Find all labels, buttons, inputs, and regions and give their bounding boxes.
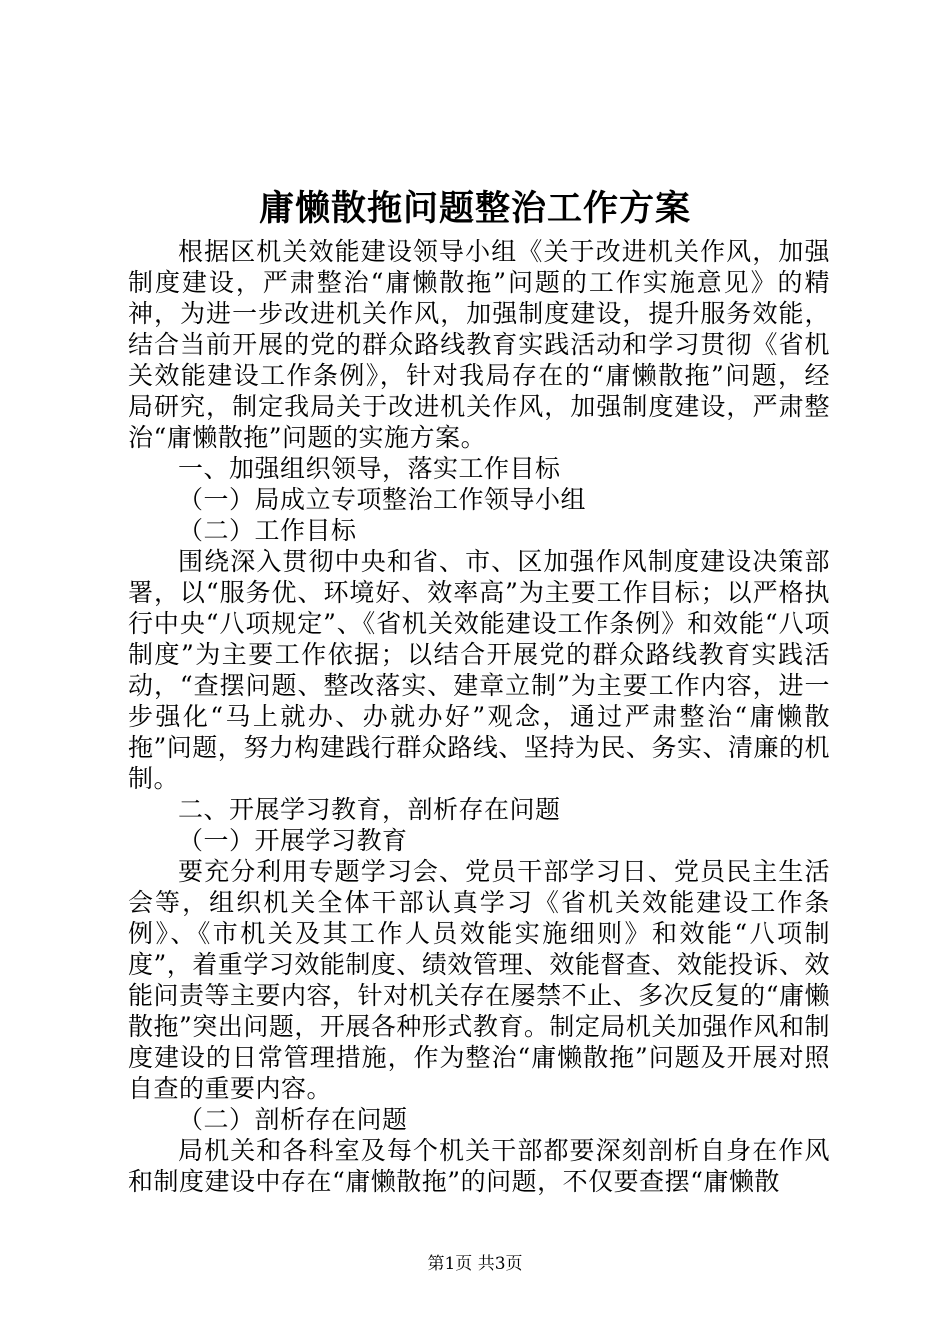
subsection-heading: （一）开展学习教育	[178, 826, 408, 855]
paragraph: 根据区机关效能建设领导小组《关于改进机关作风，加强制度建设，严肃整治“庸懒散拖”问题的工作实施意见》的精神，为进一步改进机关作风，加强制度建设，提升服务效能，结合当前开展的党的群众路线教育实践活动和学习贯彻《省机关效能建设工作条例》，针对我局存在的“庸懒散拖”问题，经局研究，制定我局关于改进机关作风，加强制度建设，严肃整治“庸懒散拖”问题的实施方案。	[128, 237, 830, 452]
document-title: 庸懒散拖问题整治工作方案	[258, 188, 691, 229]
document-body	[128, 236, 830, 1197]
paragraph: 局机关和各科室及每个机关干部都要深刻剖析自身在作风和制度建设中存在“庸懒散拖”的问题，不仅要查摆“庸懒散	[128, 1136, 830, 1196]
paragraph: 围绕深入贯彻中央和省、市、区加强作风制度建设决策部署，以“服务优、环境好、效率高”为主要工作目标；以严格执行中央“八项规定”、《省机关效能建设工作条例》和效能“八项制度”为主要工作依据；以结合开展党的群众路线教育实践活动，“查摆问题、整改落实、建章立制”为主要工作内容，进一步强化“马上就办、办就办好”观念，通过严肃整治“庸懒散拖”问题，努力构建践行群众路线、坚持为民、务实、清廉的机制。	[128, 547, 830, 793]
page-number-footer: 第1页 共3页	[427, 1254, 523, 1274]
section-heading: 一、加强组织领导，落实工作目标	[178, 454, 561, 483]
paragraph: 要充分利用专题学习会、党员干部学习日、党员民主生活会等，组织机关全体干部认真学习《省机关效能建设工作条例》、《市机关及其工作人员效能实施细则》和效能“八项制度”，着重学习效能制度、绩效管理、效能督查、效能投诉、效能问责等主要内容，针对机关存在屡禁不止、多次反复的“庸懒散拖”突出问题，开展各种形式教育。制定局机关加强作风和制度建设的日常管理措施，作为整治“庸懒散拖”问题及开展对照自查的重要内容。	[128, 857, 830, 1103]
subsection-heading: （一）局成立专项整治工作领导小组	[178, 485, 587, 514]
subsection-heading: （二）剖析存在问题	[178, 1105, 408, 1134]
subsection-heading: （二）工作目标	[178, 516, 357, 545]
section-heading: 二、开展学习教育，剖析存在问题	[178, 795, 561, 824]
